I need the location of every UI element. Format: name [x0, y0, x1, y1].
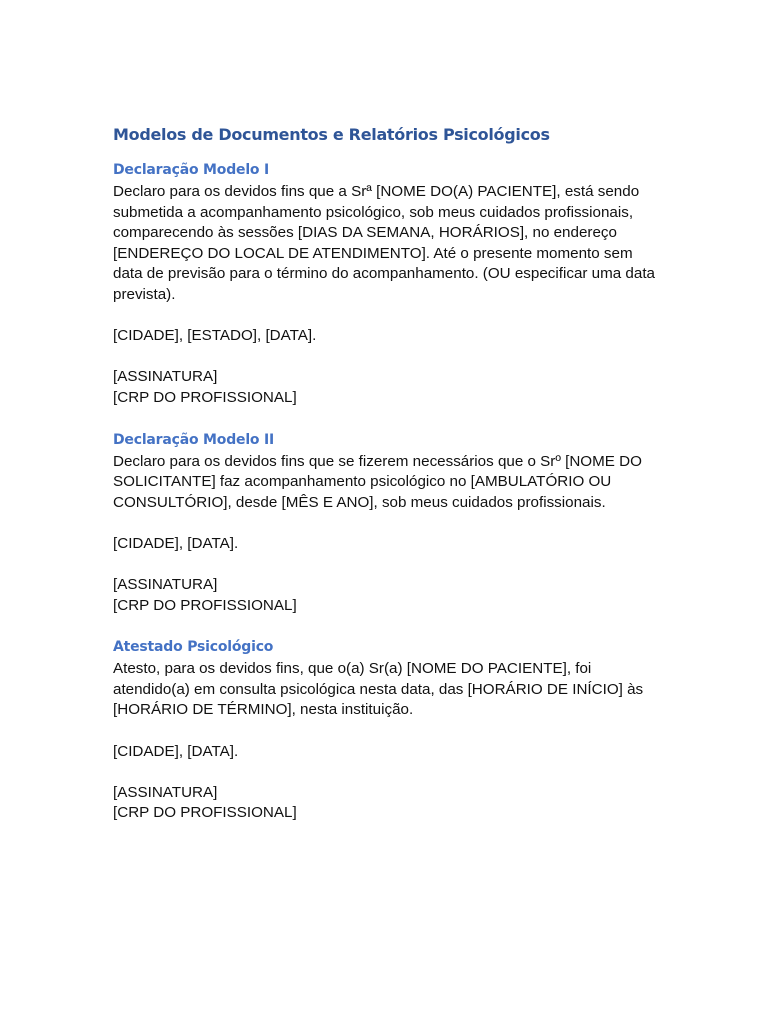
section-heading: Declaração Modelo II [113, 431, 275, 448]
section-declaracao-modelo-1 [113, 160, 658, 409]
section-heading: Declaração Modelo I [113, 162, 270, 178]
document-title: Modelos de Documentos e Relatórios Psicológicos [113, 125, 550, 144]
signature-placeholder: [ASSINATURA] [113, 576, 218, 594]
signature-placeholder: [ASSINATURA] [113, 783, 218, 801]
section-heading: Atestado Psicológico [113, 639, 274, 656]
crp-placeholder: [CRP DO PROFISSIONAL] [113, 804, 297, 822]
signature-block [113, 575, 658, 616]
place-date: [CIDADE], [ESTADO], [DATA]. [113, 327, 317, 345]
place-date: [CIDADE], [DATA]. [113, 742, 239, 760]
crp-placeholder: [CRP DO PROFISSIONAL] [113, 596, 297, 614]
signature-placeholder: [ASSINATURA] [113, 368, 218, 386]
crp-placeholder: [CRP DO PROFISSIONAL] [113, 388, 297, 406]
section-declaracao-modelo-2 [113, 430, 658, 617]
signature-block [113, 783, 658, 824]
section-body: Atesto, para os devidos fins, que o(a) Sr(a) [NOME DO PACIENTE], foi atendido(a) em consulta psicológica nesta data, das [HORÁRIO DE INÍCIO] às [HORÁRIO DE TÉRMINO], nesta instituição. [113, 660, 644, 719]
section-body: Declaro para os devidos fins que a Srª [NOME DO(A) PACIENTE], está sendo submetida a acompanhamento psicológico, sob meus cuidados profissionais, comparecendo às sessões [DIAS DA SEMANA, HORÁRIOS], no endereço [ENDEREÇO DO LOCAL DE ATENDIMENTO]. Até o presente momento sem data de previsão para o término do acompanhamento. (OU especificar uma data prevista). [113, 183, 655, 303]
section-atestado-psicologico [113, 637, 658, 824]
section-body: Declaro para os devidos fins que se fizerem necessários que o Srº [NOME DO SOLICITANTE] faz acompanhamento psicológico no [AMBULATÓRIO OU CONSULTÓRIO], desde [MÊS E ANO], sob meus cuidados profissionais. [113, 452, 642, 511]
place-date: [CIDADE], [DATA]. [113, 534, 239, 552]
signature-block [113, 367, 658, 408]
document-page [113, 124, 658, 845]
